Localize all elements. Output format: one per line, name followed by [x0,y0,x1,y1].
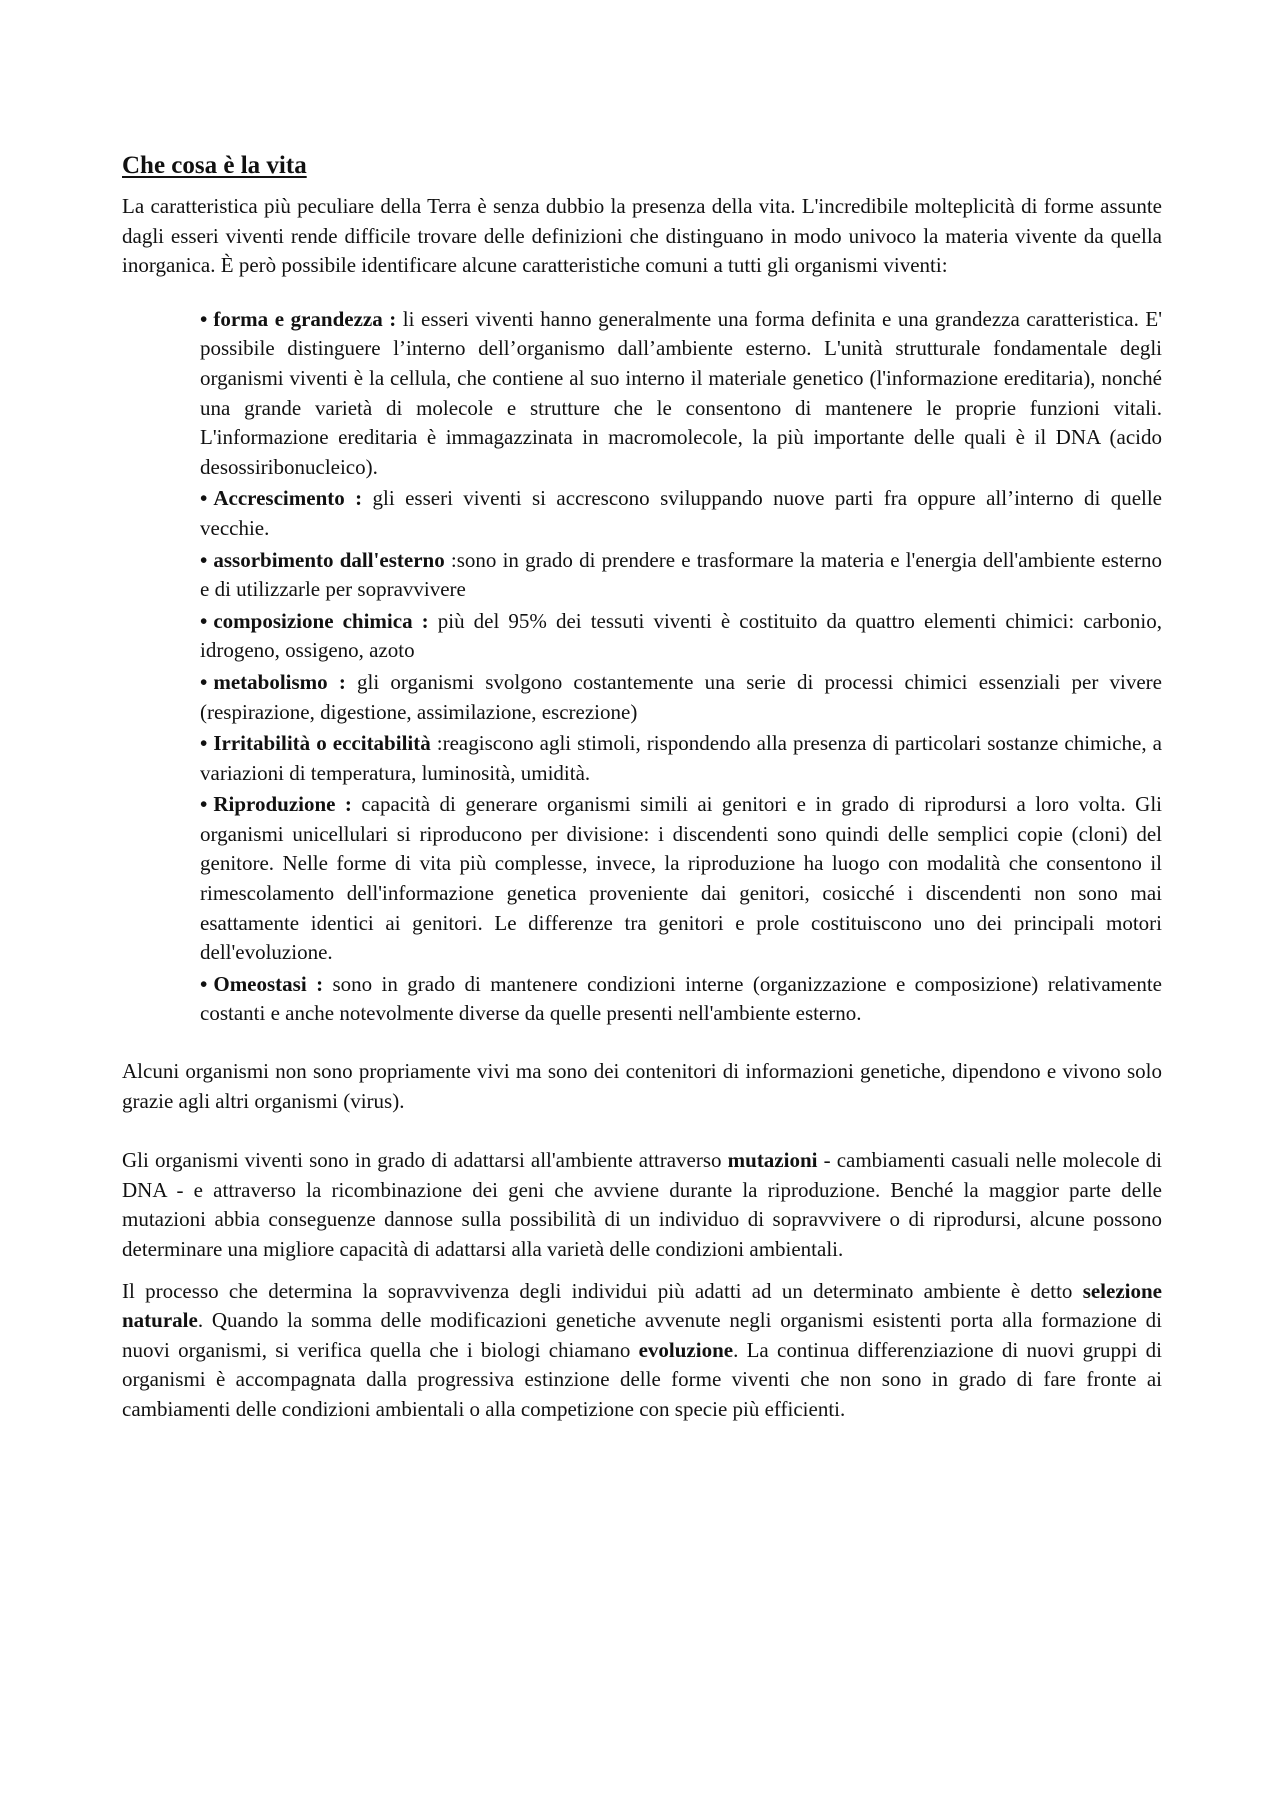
bullet-icon: • [200,306,208,331]
feature-text: sono in grado di mantenere condizioni interne (organizzazione e composizione) relativamente costanti e anche notevolmente diverse da quelle presenti nell'ambiente esterno. [200,971,1162,1026]
list-item [200,546,1162,605]
feature-term: Riproduzione : [213,792,352,817]
bullet-icon: • [200,486,208,511]
bullet-icon: • [200,792,208,817]
feature-term: forma e grandezza : [213,306,397,331]
virus-paragraph: Alcuni organismi non sono propriamente vivi ma sono dei contenitori di informazioni genetiche, dipendono e vivono solo grazie agli altri organismi (virus). [122,1059,1162,1113]
feature-term: Accrescimento : [213,486,363,511]
bullet-icon: • [200,547,208,572]
bullet-icon: • [200,669,208,694]
feature-text: gli esseri viventi si accrescono sviluppando nuove parti fra oppure all’interno di quelle vecchie. [200,486,1162,540]
selection-text-part1: Il processo che determina la sopravvivenza degli individui più adatti ad un determinato ambiente è detto [122,1278,1083,1303]
list-item [200,790,1162,968]
page-title: Che cosa è la vita [122,152,307,179]
feature-term: composizione chimica : [213,608,429,633]
selection-paragraph [122,1277,1162,1425]
feature-text: li esseri viventi hanno generalmente una forma definita e una grandezza caratteristica. E' possibile distinguere l’interno dell’organismo dall’ambiente esterno. L'unità strutturale fondamentale degli organismi viventi è la cellula, che contiene al suo interno il materiale genetico (l'informazione ereditaria), nonché una grande varietà di molecole e strutture che le consentono di mantenere le proprie funzioni vitali. L'informazione ereditaria è immagazzinata in macromolecole, la più importante delle quali è il DNA (acido desossiribonucleico). [200,306,1163,479]
feature-term: Omeostasi : [213,971,324,996]
bullet-icon: • [200,608,208,633]
feature-text: più del 95% dei tessuti viventi è costituito da quattro elementi chimici: carbonio, idrogeno, ossigeno, azoto [200,608,1162,663]
mutations-text-before: Gli organismi viventi sono in grado di adattarsi all'ambiente attraverso [122,1148,728,1173]
feature-term: metabolismo : [213,669,346,694]
mutations-paragraph [122,1146,1162,1264]
selection-text-part3: . La continua differenziazione di nuovi gruppi di organismi è accompagnata dalla progressiva estinzione delle forme viventi che non sono in grado di fare fronte ai cambiamenti delle condizioni ambientali o alla competizione con specie più efficienti. [122,1337,1162,1421]
selection-text-part2: . Quando la somma delle modificazioni genetiche avvenute negli organismi esistenti porta alla formazione di nuovi organismi, si verifica quella che i biologi chiamano [122,1308,1162,1362]
list-item [200,668,1162,727]
feature-term: assorbimento dall'esterno [213,547,445,572]
bullet-icon: • [200,731,208,756]
evolution-term: evoluzione [638,1337,734,1362]
list-item [200,305,1162,483]
intro-paragraph: La caratteristica più peculiare della Terra è senza dubbio la presenza della vita. L'incredibile molteplicità di forme assunte dagli esseri viventi rende difficile trovare delle definizioni che distinguano in modo univoco la materia vivente da quella inorganica. È però possibile identificare alcune caratteristiche comuni a tutti gli organismi viventi: [122,194,1162,278]
feature-text: gli organismi svolgono costantemente una serie di processi chimici essenziali per vivere (respirazione, digestione, assimilazione, escrezione) [200,669,1162,724]
list-item [200,484,1162,543]
natural-selection-term: selezione naturale [122,1278,1162,1333]
feature-text: capacità di generare organismi simili ai genitori e in grado di riprodursi a loro volta. Gli organismi unicellulari si riproducono per divisione: i discendenti sono quindi delle semplici copie (cloni) del genitore. Nelle forme di vita più complesse, invece, la riproduzione ha luogo con modalità che consentono il rimescolamento dell'informazione genetica proveniente dai genitori, cosicché i discendenti non sono mai esattamente identici ai genitori. Le differenze tra genitori e prole costituiscono uno dei principali motori dell'evoluzione. [200,792,1162,965]
feature-text: :sono in grado di prendere e trasformare la materia e l'energia dell'ambiente esterno e di utilizzarle per sopravvivere [200,547,1162,602]
list-item [200,970,1162,1029]
list-item [200,729,1162,788]
list-item [200,607,1162,666]
mutations-term: mutazioni [727,1148,818,1173]
bullet-icon: • [200,971,208,996]
document-page [122,150,1162,1425]
features-list [200,305,1162,1029]
feature-text: :reagiscono agli stimoli, rispondendo alla presenza di particolari sostanze chimiche, a variazioni di temperatura, luminosità, umidità. [200,731,1162,785]
feature-term: Irritabilità o eccitabilità [213,731,431,756]
mutations-text-after: - cambiamenti casuali nelle molecole di DNA - e attraverso la ricombinazione dei geni che avviene durante la riproduzione. Benché la maggior parte delle mutazioni abbia conseguenze dannose sulla possibilità di un individuo di sopravvivere o di riprodursi, alcune possono determinare una migliore capacità di adattarsi alla varietà delle condizioni ambientali. [122,1148,1162,1261]
